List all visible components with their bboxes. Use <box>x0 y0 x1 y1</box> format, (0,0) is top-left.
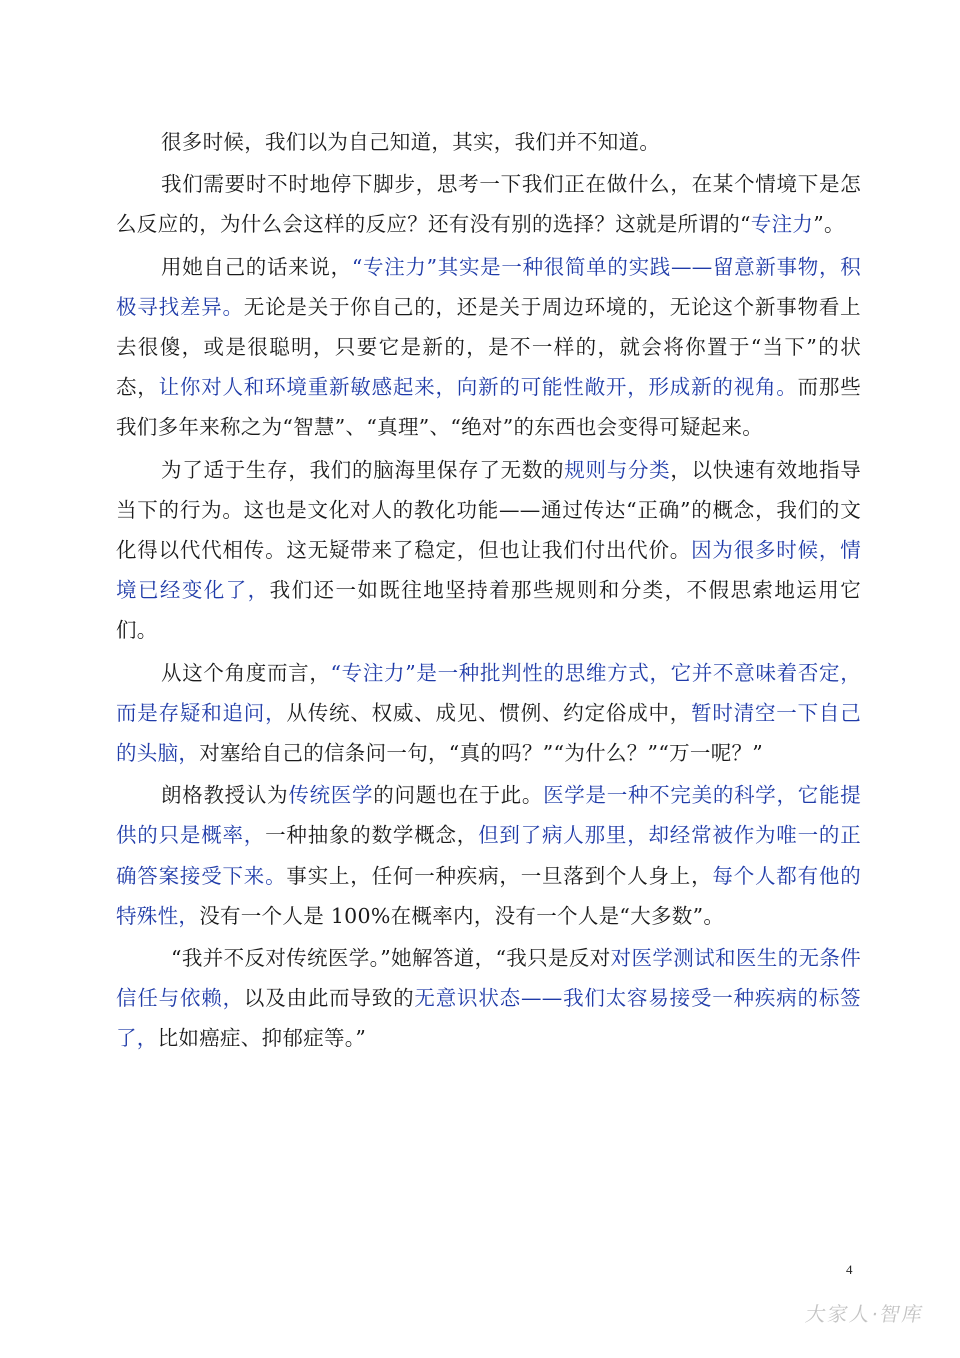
watermark-logo: 大家人·智库 <box>803 1302 927 1326</box>
highlighted-text: 但到了病人那里，却经常被作为唯一的正确答案接受下来。 <box>116 823 862 888</box>
paragraph <box>116 450 861 651</box>
body-text: 的问题也在于此。 <box>373 783 544 808</box>
paragraph <box>116 164 861 244</box>
paragraph <box>116 938 861 1059</box>
article-body <box>116 122 861 1061</box>
paragraph <box>116 122 861 162</box>
highlighted-text: 无意识状态——我们太容易接受一种疾病的标签了， <box>116 986 861 1051</box>
page-number: 4 <box>846 1262 853 1277</box>
body-text: 没有一个人是 100%在概率内，没有一个人是“大多数”。 <box>199 903 725 928</box>
highlighted-text: “专注力”其实是一种很简单的实践——留意新事物，积极寻找差异。 <box>116 254 861 319</box>
body-text: 从传统、权威、成见、惯例、约定俗成中， <box>286 700 692 725</box>
highlighted-text: 让你对人和环境重新敏感起来，向新的可能性敞开，形成新的视角。 <box>158 375 798 400</box>
highlighted-text: “专注力”是一种批判性的思维方式，它并不意味着否定，而是存疑和追问， <box>116 660 861 725</box>
highlighted-text: 暂时清空一下自己的头脑， <box>116 700 862 766</box>
body-text: ”。 <box>813 212 845 237</box>
paragraph <box>116 775 861 936</box>
body-text: 我们需要时不时地停下脚步，思考一下我们正在做什么，在某个情境下是怎么反应的，为什么会这样的反应？还有没有别的选择？这就是所谓的“ <box>116 172 861 237</box>
highlighted-text: 专注力 <box>750 212 814 237</box>
paragraph <box>116 653 861 774</box>
body-text: 而那些我们多年来称之为“智慧”、“真理”、“绝对”的东西也会变得可疑起来。 <box>116 375 861 440</box>
highlighted-text: 传统医学 <box>288 783 374 808</box>
body-text: 事实上，任何一种疾病，一旦落到个人身上， <box>286 863 713 888</box>
highlighted-text: 规则与分类 <box>564 457 671 482</box>
body-text: 从这个角度而言， <box>161 660 331 685</box>
highlighted-text: 每个人都有他的特殊性， <box>116 863 862 928</box>
body-text: 为了适于生存，我们的脑海里保存了无数的 <box>161 457 565 482</box>
body-text: 我们还一如既往地坚持着那些规则和分类，不假思索地运用它们。 <box>116 578 861 643</box>
body-text: 用她自己的话来说， <box>161 254 352 279</box>
body-text: 以及由此而导致的 <box>243 986 415 1011</box>
highlighted-text: 对医学测试和医生的无条件信任与依赖， <box>116 946 861 1011</box>
body-text: 无论是关于你自己的，还是关于周边环境的，无论这个新事物看上去很傻，或是很聪明，只要它是新的，是不一样的，就会将你置于“当下”的状态， <box>116 294 861 400</box>
body-text: 很多时候，我们以为自己知道，其实，我们并不知道。 <box>161 130 661 154</box>
body-text: 比如癌症、抑郁症等。” <box>157 1026 367 1051</box>
body-text: 对塞给自己的信条问一句，“真的吗？”“为什么？”“万一呢？” <box>199 741 764 766</box>
highlighted-text: 医学是一种不完美的科学，它能提供的只是概率， <box>116 783 862 848</box>
paragraph <box>116 247 861 448</box>
body-text: 朗格教授认为 <box>161 783 289 808</box>
body-text: ，以快速有效地指导当下的行为。这也是文化对人的教化功能——通过传达“正确”的概念，我们的文化得以代代相传。这无疑带来了稳定，但也让我们付出代价。 <box>116 457 862 563</box>
body-text: 一种抽象的数学概念， <box>265 823 479 848</box>
body-text: “我并不反对传统医学。”她解答道，“我只是反对 <box>171 946 611 971</box>
highlighted-text: 因为很多时候，情境已经变化了， <box>116 538 861 603</box>
